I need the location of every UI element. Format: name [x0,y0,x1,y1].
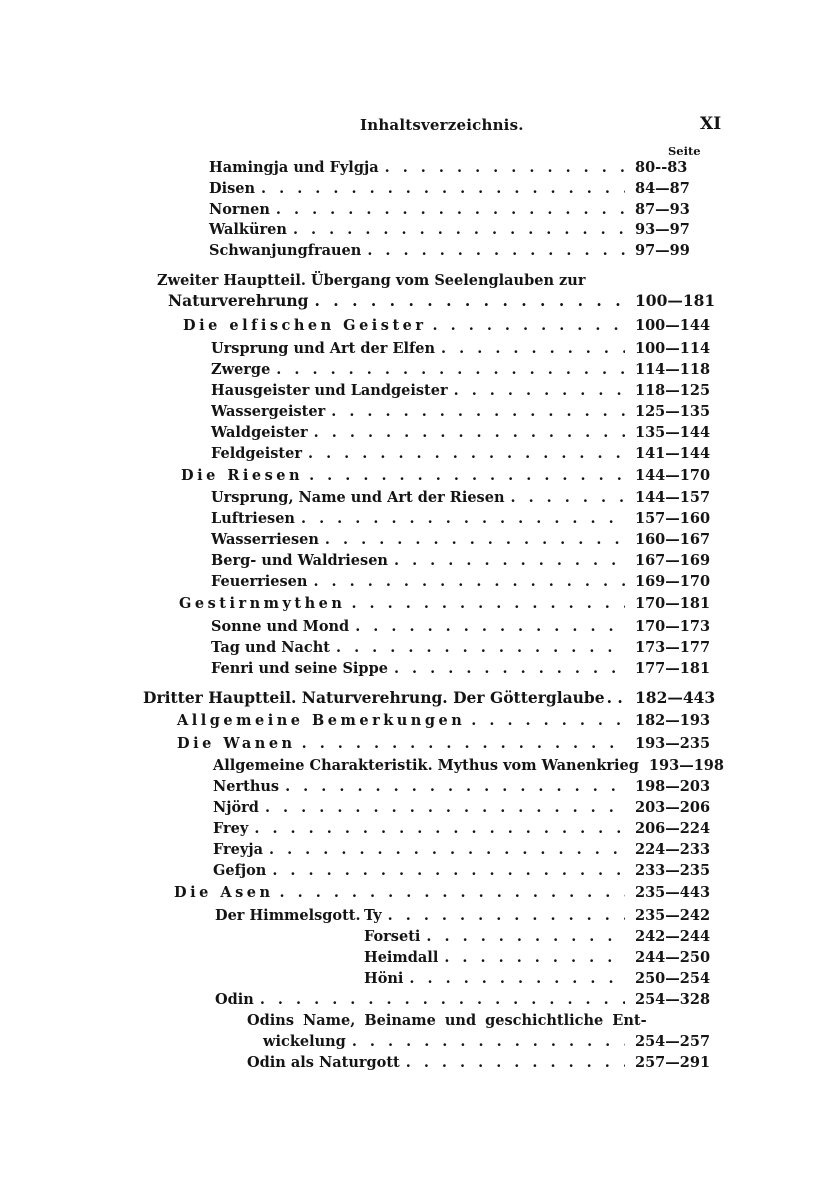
column-label-seite: Seite [668,144,701,158]
toc-entry: Die Wanen . . . 193—235 [177,734,719,754]
toc-entry: Forseti . . . 242—244 [364,927,719,947]
subgroup-label: Der Himmelsgott. [215,907,361,924]
toc-entry: Feldgeister . . . 141—144 [211,444,719,464]
toc-entry: Wassergeister . . . 125—135 [211,402,719,422]
toc-entry: Gestirnmythen . . . 170—181 [179,594,719,614]
toc-entry: Wasserriesen . . . 160—167 [211,530,719,550]
part-heading: Zweiter Hauptteil. Übergang vom Seelenglauben zur [157,272,586,289]
toc-entry: Fenri und seine Sippe . . . 177—181 [211,659,719,679]
toc-entry: Frey . . . 206—224 [213,819,719,839]
toc-entry: Allgemeine Charakteristik. Mythus vom Wanenkrieg 193—198 [213,757,724,774]
toc-entry: Heimdall . . . 244—250 [364,948,719,968]
toc-entry-continued: Odins Name, Beiname und geschichtliche Ent- [247,1012,647,1029]
toc-entry: Die Riesen . . . 144—170 [181,466,719,486]
toc-entry: Gefjon . . . 233—235 [213,861,719,881]
toc-entry: Nornen . . . 87—93 [209,200,719,220]
toc-entry: Disen . . . 84—87 [209,179,719,199]
page-number: XI [700,114,722,134]
toc-entry: Nerthus . . . 198—203 [213,777,719,797]
toc-entry: Ty . . . 235—242 [364,906,719,926]
toc-entry: Njörd . . . 203—206 [213,798,719,818]
toc-entry: Hausgeister und Landgeister . . . 118—125 [211,381,719,401]
toc-entry: Odin als Naturgott . . . 257—291 [247,1053,719,1073]
toc-entry: Walküren . . . 93—97 [209,220,719,240]
toc-entry: Feuerriesen . . . 169—170 [211,572,719,592]
toc-entry: wickelung . . . 254—257 [263,1032,719,1052]
toc-entry: Ursprung und Art der Elfen . . . 100—114 [211,339,719,359]
toc-entry: Allgemeine Bemerkungen . . . 182—193 [177,711,719,731]
toc-entry: Sonne und Mond . . . 170—173 [211,617,719,637]
toc-entry: Tag und Nacht . . . 173—177 [211,638,719,658]
toc-entry: Schwanjungfrauen . . . 97—99 [209,241,719,261]
toc-entry: Luftriesen . . . 157—160 [211,509,719,529]
running-header-title: Inhaltsverzeichnis. [360,116,524,134]
toc-entry: Naturverehrung . . . 100—181 [168,291,719,311]
toc-entry: Freyja . . . 224—233 [213,840,719,860]
toc-entry: Odin . . . 254—328 [215,990,719,1010]
toc-entry: Zwerge . . . 114—118 [211,360,719,380]
toc-entry: Waldgeister . . . 135—144 [211,423,719,443]
toc-entry: Die Asen . . . 235—443 [174,883,719,903]
toc-entry: Berg- und Waldriesen . . . 167—169 [211,551,719,571]
toc-entry: Ursprung, Name und Art der Riesen . . . 144—157 [211,488,719,508]
toc-entry: Hamingja und Fylgja . . . 80--83 [209,158,719,178]
part-heading: Dritter Hauptteil. Naturverehrung. Der Götterglaube . . . 182—443 [143,688,719,708]
toc-entry: Die elfischen Geister . . . 100—144 [183,316,719,336]
toc-entry: Höni . . . 250—254 [364,969,719,989]
